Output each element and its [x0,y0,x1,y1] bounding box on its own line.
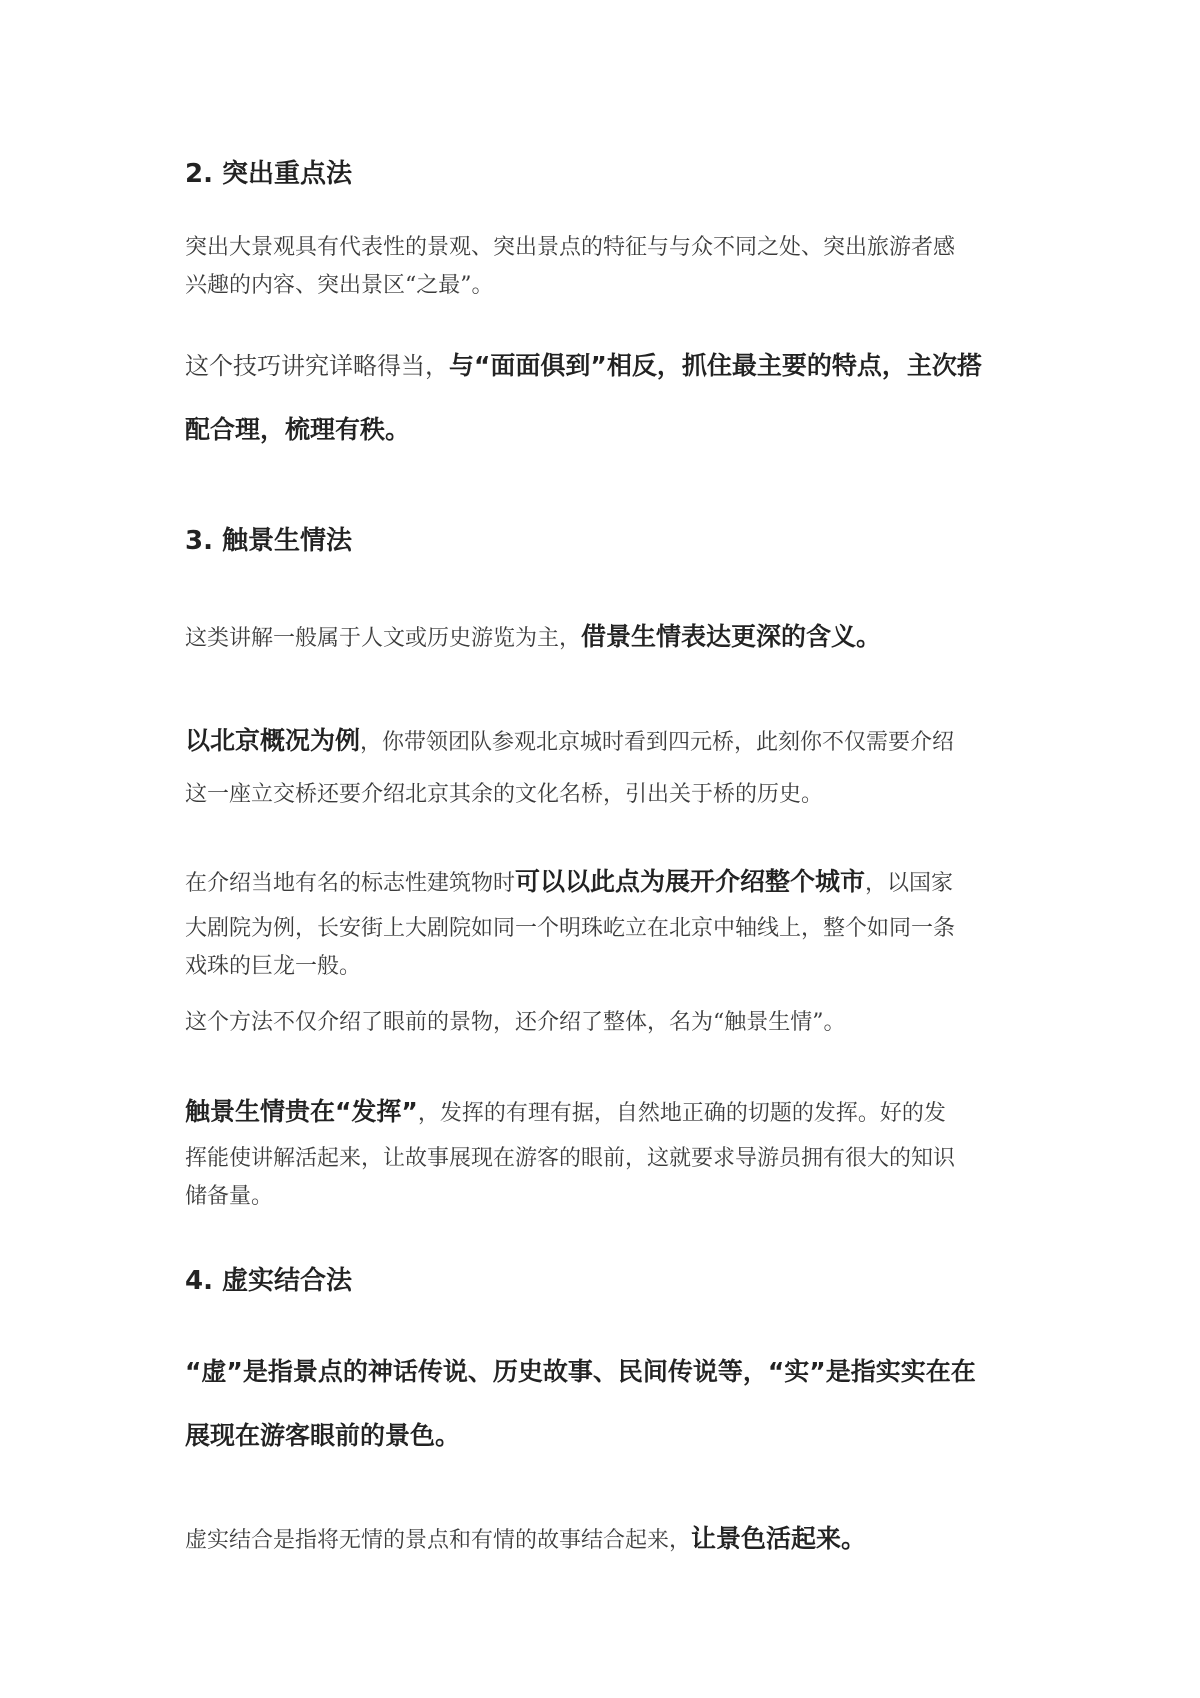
plain-text: 这类讲解一般属于人文或历史游览为主， [185,626,582,651]
bold-text: 配合理，梳理有秩。 [185,415,411,444]
section-2-heading: 2. 突出重点法 [185,159,353,189]
bold-text: 触景生情贵在“发挥” [185,1097,418,1126]
section-3-paragraph-3 [185,856,1025,986]
plain-text: 虚实结合是指将无情的景点和有情的故事结合起来， [185,1528,692,1553]
section-4-heading: 4. 虚实结合法 [185,1266,353,1296]
section-3-paragraph-4: 这个方法不仅介绍了眼前的景物，还介绍了整体，名为“触景生情”。 [185,1010,846,1035]
plain-text: 这一座立交桥还要介绍北京其余的文化名桥，引出关于桥的历史。 [185,782,824,807]
text-line: “虚”是指景点的神话传说、历史故事、民间传说等，“实”是指实实在在 [185,1357,976,1386]
bold-text: 以北京概况为例 [185,726,361,755]
section-3-heading: 3. 触景生情法 [185,526,353,556]
bold-text: 让景色活起来。 [691,1524,867,1553]
section-4-paragraph-2 [185,1520,1025,1560]
section-3-paragraph-5 [185,1086,1025,1216]
bold-text: 借景生情表达更深的含义。 [581,622,882,651]
plain-text: 这个技巧讲究详略得当， [185,352,449,380]
plain-text: ，发挥的有理有据，自然地正确的切题的发挥。好的发 [417,1101,946,1126]
section-2-paragraph-1 [185,229,1025,305]
section-3-paragraph-2 [185,715,1025,821]
text-line: 戏珠的巨龙一般。 [185,954,362,979]
text-line: 大剧院为例，长安街上大剧院如同一个明珠屹立在北京中轴线上，整个如同一条 [185,916,956,941]
text-line: 展现在游客眼前的景色。 [185,1421,461,1450]
plain-text: 在介绍当地有名的标志性建筑物时 [185,871,516,896]
text-line: 挥能使讲解活起来，让故事展现在游客的眼前，这就要求导游员拥有很大的知识 [185,1146,956,1171]
plain-text: ，你带领团队参观北京城时看到四元桥，此刻你不仅需要介绍 [360,730,955,755]
bold-text: 与“面面俱到”相反，抓住最主要的特点，主次搭 [449,351,982,380]
text-line [185,856,1025,910]
plain-text: ，以国家 [865,871,954,896]
section-4-paragraph-1 [185,1340,1025,1468]
text-line [185,1086,1025,1140]
section-3-paragraph-1 [185,618,1025,658]
text-line: 突出大景观具有代表性的景观、突出景点的特征与与众不同之处、突出旅游者感 [185,235,956,260]
text-line: 兴趣的内容、突出景区“之最”。 [185,273,494,298]
section-2-paragraph-2 [185,334,1025,462]
text-line: 储备量。 [185,1184,274,1209]
bold-text: 可以以此点为展开介绍整个城市 [515,867,866,896]
